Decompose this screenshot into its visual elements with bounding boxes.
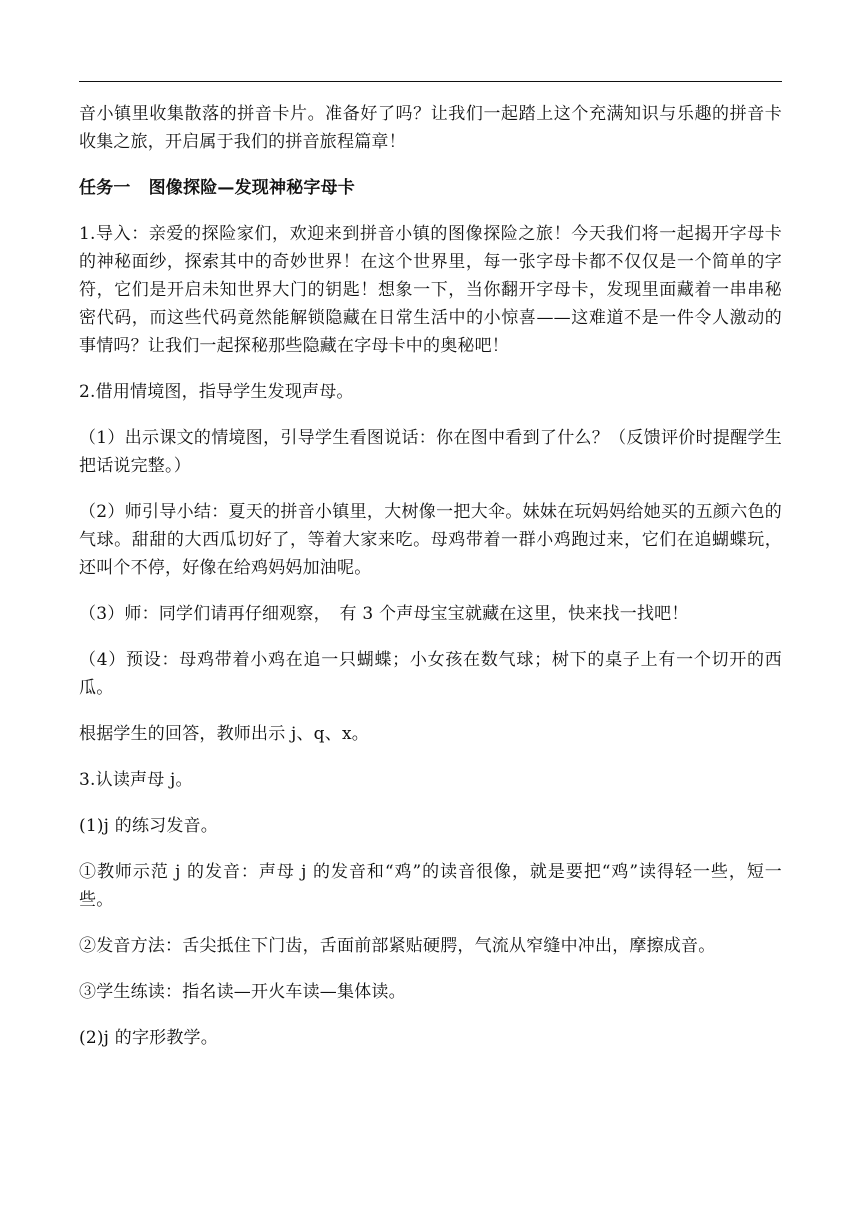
j-shape-paragraph: (2)j 的字形教学。: [79, 1028, 218, 1048]
method-paragraph: ②发音方法：舌尖抵住下门齿，舌面前部紧贴硬腭，气流从窄缝中冲出，摩擦成音。: [79, 936, 716, 956]
teacher-shows-paragraph: 根据学生的回答，教师出示 j、q、x。: [79, 724, 369, 744]
task-title: 图像探险—发现神秘字母卡: [148, 178, 356, 198]
substep-4-paragraph: （4）预设：母鸡带着小鸡在追一只蝴蝶；小女孩在数气球；树下的桌子上有一个切开的西瓜。: [79, 650, 782, 698]
step-2-paragraph: 2.借用情境图，指导学生发现声母。: [79, 382, 354, 402]
document-body: [79, 100, 782, 1070]
substep-2-paragraph: （2）师引导小结：夏天的拼音小镇里，大树像一把大伞。妹妹在玩妈妈给她买的五颜六色的气球。甜甜的大西瓜切好了，等着大家来吃。母鸡带着一群小鸡跑过来，它们在追蝴蝶玩，还叫个不停，好像在给鸡妈妈加油呢。: [79, 502, 782, 578]
substep-1-paragraph: （1）出示课文的情境图，引导学生看图说话：你在图中看到了什么？（反馈评价时提醒学生把话说完整。）: [79, 428, 782, 476]
j-pronunciation-paragraph: (1)j 的练习发音。: [79, 816, 218, 836]
teacher-demo-paragraph: ①教师示范 j 的发音：声母 j 的发音和“鸡”的读音很像，就是要把“鸡”读得轻一些，短一些。: [79, 862, 782, 910]
header-rule: [79, 81, 782, 82]
step-3-paragraph: 3.认读声母 j。: [79, 770, 193, 790]
practice-paragraph: ③学生练读：指名读—开火车读—集体读。: [79, 982, 406, 1002]
intro-continuation-paragraph: 音小镇里收集散落的拼音卡片。准备好了吗？让我们一起踏上这个充满知识与乐趣的拼音卡收集之旅，开启属于我们的拼音旅程篇章！: [79, 104, 782, 152]
substep-3-paragraph: （3）师：同学们请再仔细观察， 有 3 个声母宝宝就藏在这里，快来找一找吧！: [79, 604, 689, 624]
task-number: 任务一: [79, 178, 131, 198]
task-heading: [79, 174, 782, 202]
lead-in-paragraph: 1.导入：亲爱的探险家们，欢迎来到拼音小镇的图像探险之旅！今天我们将一起揭开字母卡的神秘面纱，探索其中的奇妙世界！在这个世界里，每一张字母卡都不仅仅是一个简单的字符，它们是开启未知世界大门的钥匙！想象一下，当你翻开字母卡，发现里面藏着一串串秘密代码，而这些代码竟然能解锁隐藏在日常生活中的小惊喜——这难道不是一件令人激动的事情吗？让我们一起探秘那些隐藏在字母卡中的奥秘吧！: [79, 224, 782, 356]
